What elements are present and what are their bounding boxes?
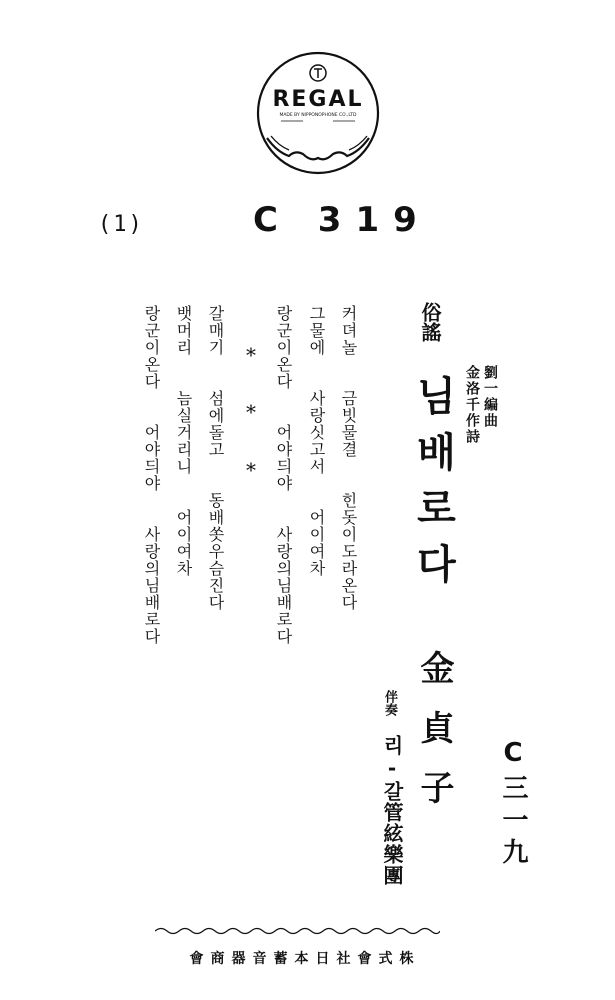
genre-label: 俗謠 [418, 302, 442, 342]
lyric-line: 커뎌놀 금빗물결 힌돗이도라온다 [339, 305, 358, 611]
arranger-credit: 劉一編曲 [482, 365, 498, 429]
logo-small-text: MADE BY NIPPONOPHONE CO.,LTD [279, 113, 357, 118]
lyric-line: 갈매기 섬에돌고 동배쏫우슴진다 [206, 305, 225, 611]
catalog-code: C 319 [253, 200, 431, 240]
footer-divider [155, 925, 440, 937]
issue-number: (1) [98, 212, 144, 237]
lyric-line: 랑군이온다 어야듸야 사랑의님배로다 [274, 305, 293, 645]
singer-name: 金貞子 [414, 650, 454, 830]
regal-label-logo [253, 48, 383, 178]
verse-separator-star: * [246, 400, 256, 424]
lyricist-credit: 金洛千作詩 [464, 365, 480, 445]
verse-separator-star: * [246, 343, 256, 367]
lyric-line: 그물에 사랑싯고서 어이여차 [307, 305, 326, 577]
accompaniment-label: 伴奏 [382, 690, 397, 716]
publisher-name: 株式會社日本蓄音器商會 [189, 951, 421, 967]
song-title: 님배로다 [410, 375, 456, 599]
catalog-code-vertical: C三一九 [498, 738, 528, 870]
accompaniment-name: 리-갈管絃樂團 [380, 735, 404, 886]
lyric-line: 랑군이온다 어야듸야 사랑의님배로다 [142, 305, 161, 645]
verse-separator-star: * [246, 458, 256, 482]
logo-text: REGAL [272, 87, 364, 112]
lyric-line: 뱃머리 늠실거리니 어이여차 [174, 305, 193, 577]
